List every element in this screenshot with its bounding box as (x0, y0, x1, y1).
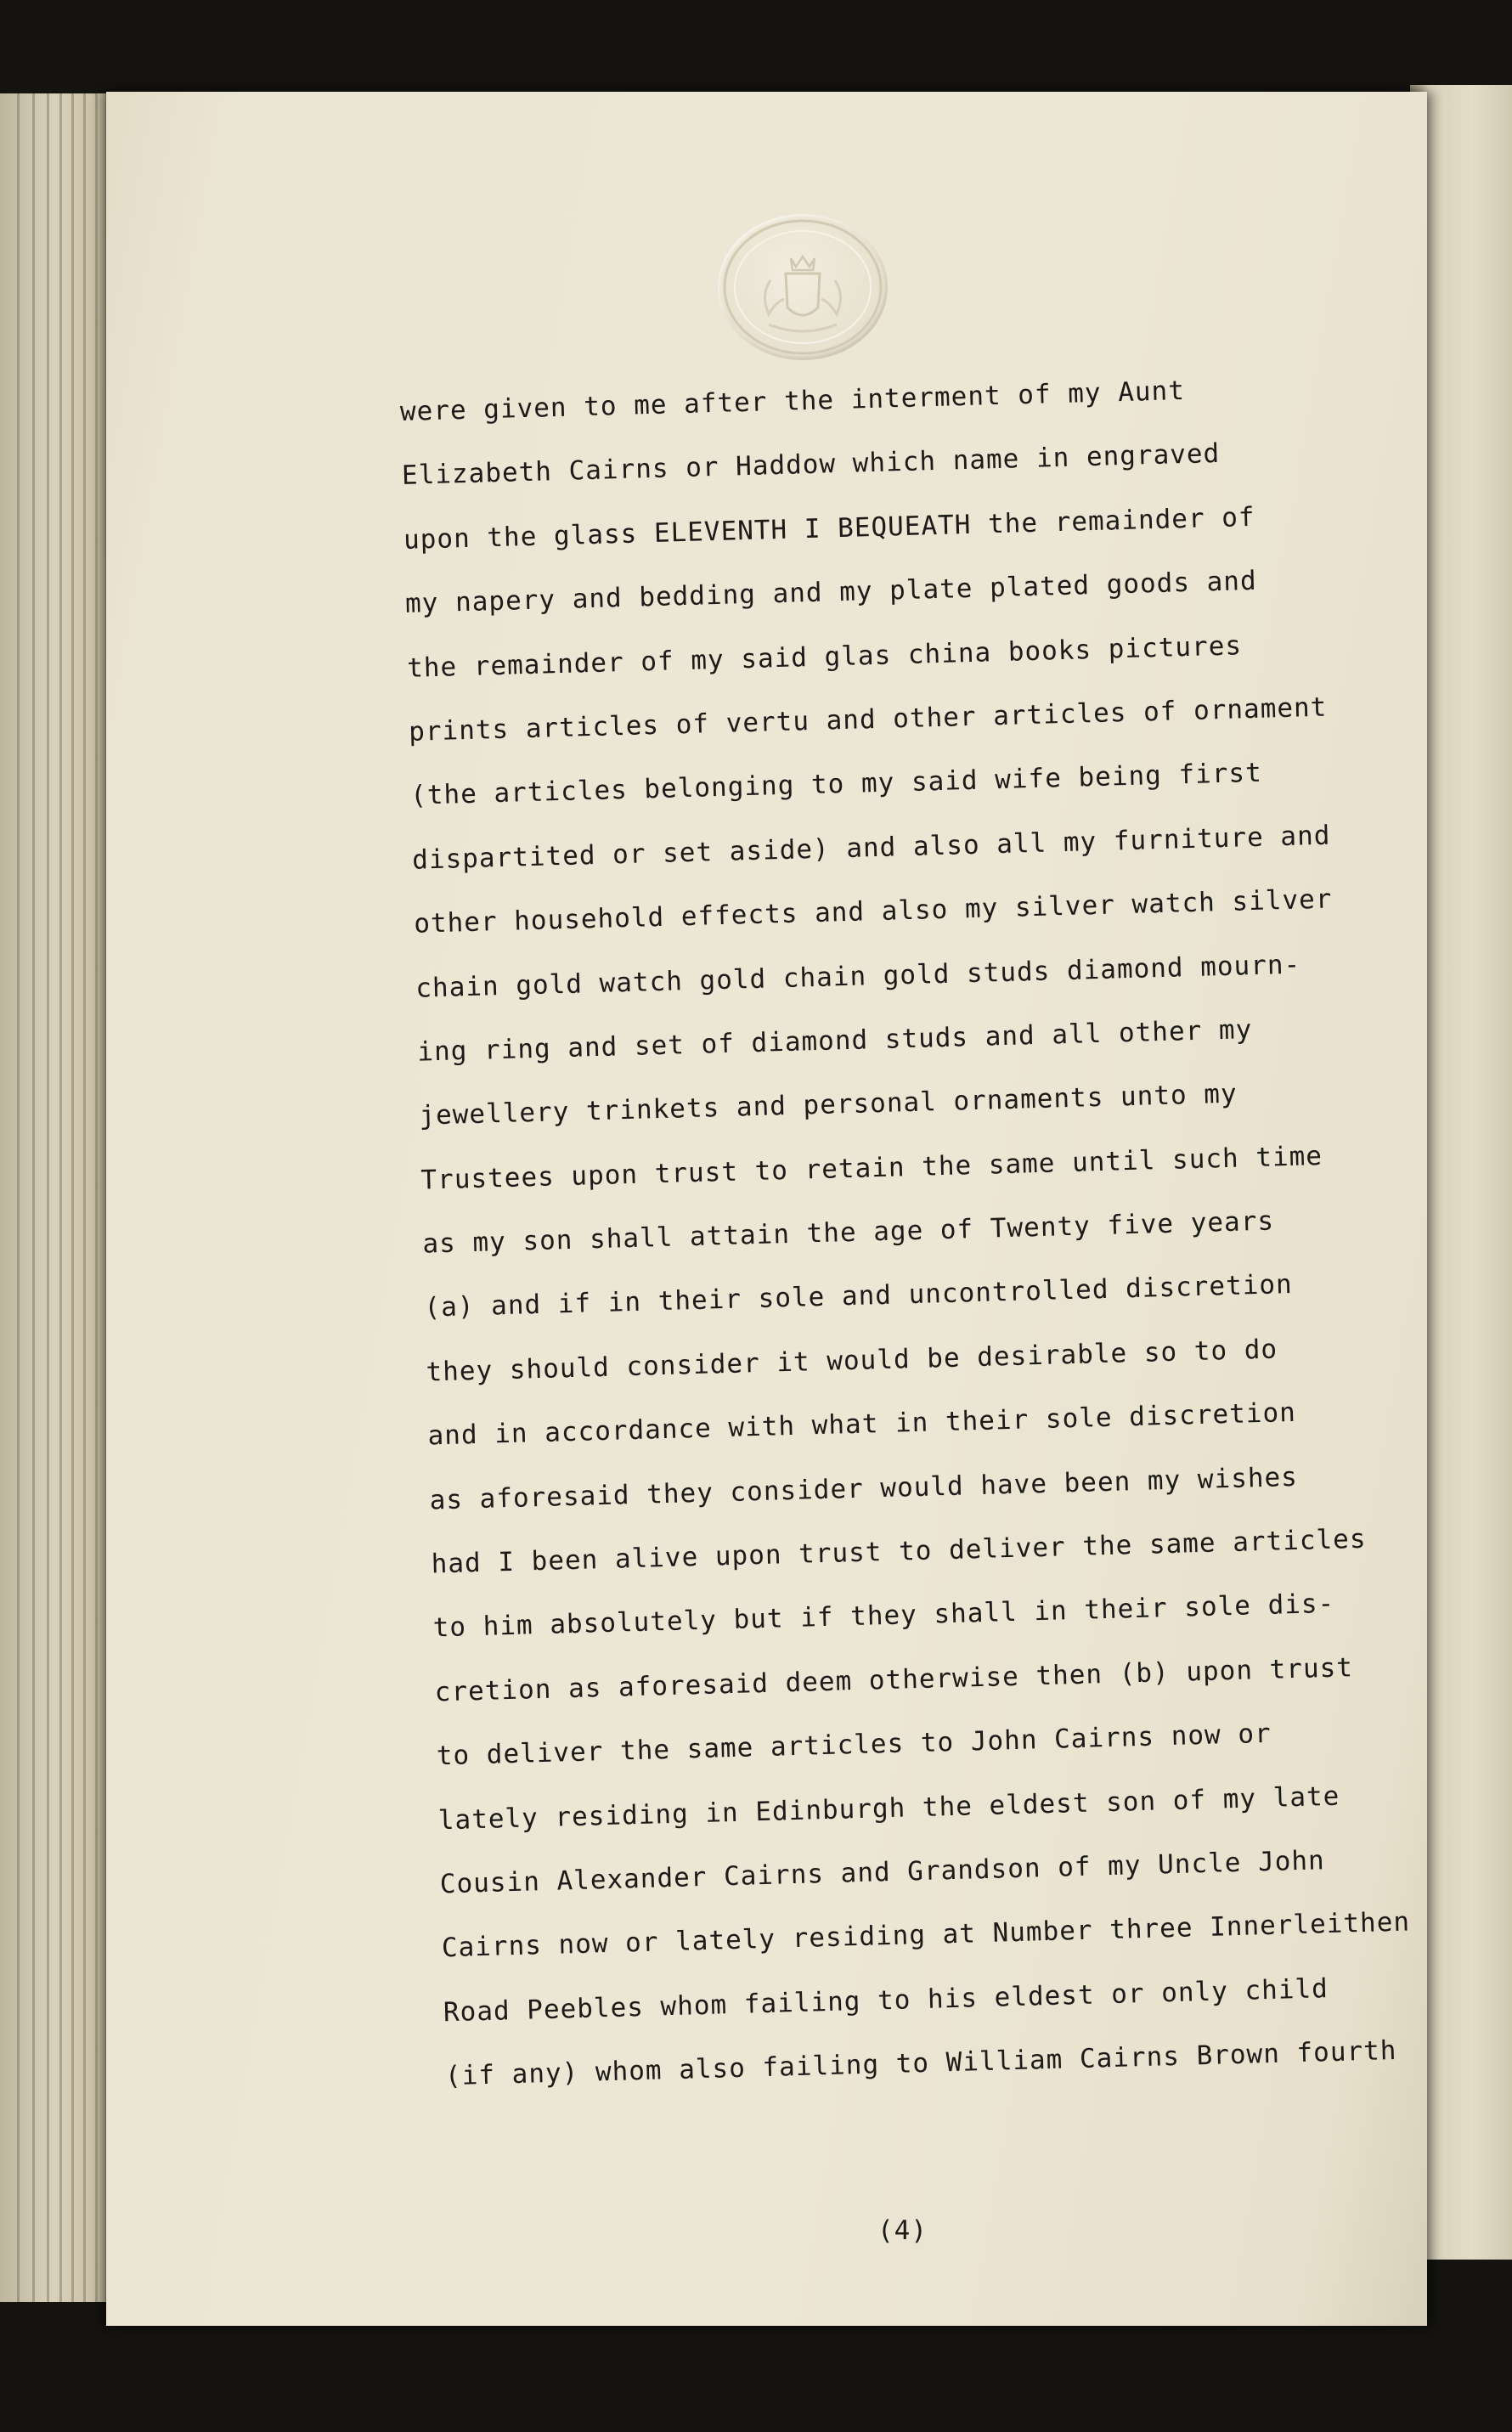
text-line: had I been alive upon trust to deliver the same articles (431, 1523, 1367, 1580)
text-line: they should consider it would be desirable so to do (426, 1334, 1278, 1388)
page-number: (4) (877, 2215, 928, 2246)
text-line: (if any) whom also failing to William Cairns Brown fourth (444, 2035, 1397, 2092)
text-line: and in accordance with what in their sole discretion (427, 1397, 1297, 1452)
embossed-seal-icon (718, 214, 888, 360)
text-line: were given to me after the interment of my Aunt (399, 375, 1186, 427)
text-line: (a) and if in their sole and uncontrolled discretion (424, 1269, 1294, 1324)
text-line: lately residing in Edinburgh the eldest son of my late (437, 1780, 1340, 1836)
text-line: to deliver the same articles to John Cairns now or (436, 1718, 1272, 1772)
document-page (106, 92, 1427, 2326)
text-line: Road Peebles whom failing to his eldest or only child (443, 1972, 1329, 2029)
text-line: as my son shall attain the age of Twenty five years (422, 1205, 1275, 1260)
text-line: upon the glass ELEVENTH I BEQUEATH the remainder of (403, 501, 1256, 556)
text-line: other household effects and also my silver watch silver (413, 883, 1333, 940)
text-line: cretion as aforesaid deem otherwise then (b) upon trust (434, 1652, 1354, 1708)
text-line: (the articles belonging to my said wife being first (409, 758, 1263, 812)
text-line: Trustees upon trust to retain the same until such time (420, 1140, 1323, 1196)
text-line: Cairns now or lately residing at Number three Innerleithen (441, 1906, 1411, 1964)
text-line: dispartited or set aside) and also all my furniture and (411, 820, 1331, 876)
text-line: jewellery trinkets and personal ornaments unto my (418, 1078, 1238, 1131)
text-line: Elizabeth Cairns or Haddow which name in engraved (401, 438, 1221, 492)
text-line: ing ring and set of diamond studs and all other my (416, 1014, 1253, 1068)
text-line: as aforesaid they consider would have been my wishes (429, 1461, 1299, 1516)
text-line: prints articles of vertu and other articles of ornament (408, 691, 1328, 748)
typed-text-block (399, 352, 1508, 2109)
text-line: chain gold watch gold chain gold studs diamond mourn- (415, 949, 1301, 1004)
text-line: my napery and bedding and my plate plated goods and (404, 565, 1258, 620)
text-line: to him absolutely but if they shall in their sole dis- (432, 1588, 1335, 1644)
text-line: Cousin Alexander Cairns and Grandson of my Uncle John (439, 1845, 1326, 1900)
text-line: the remainder of my said glas china books pictures (406, 629, 1243, 684)
